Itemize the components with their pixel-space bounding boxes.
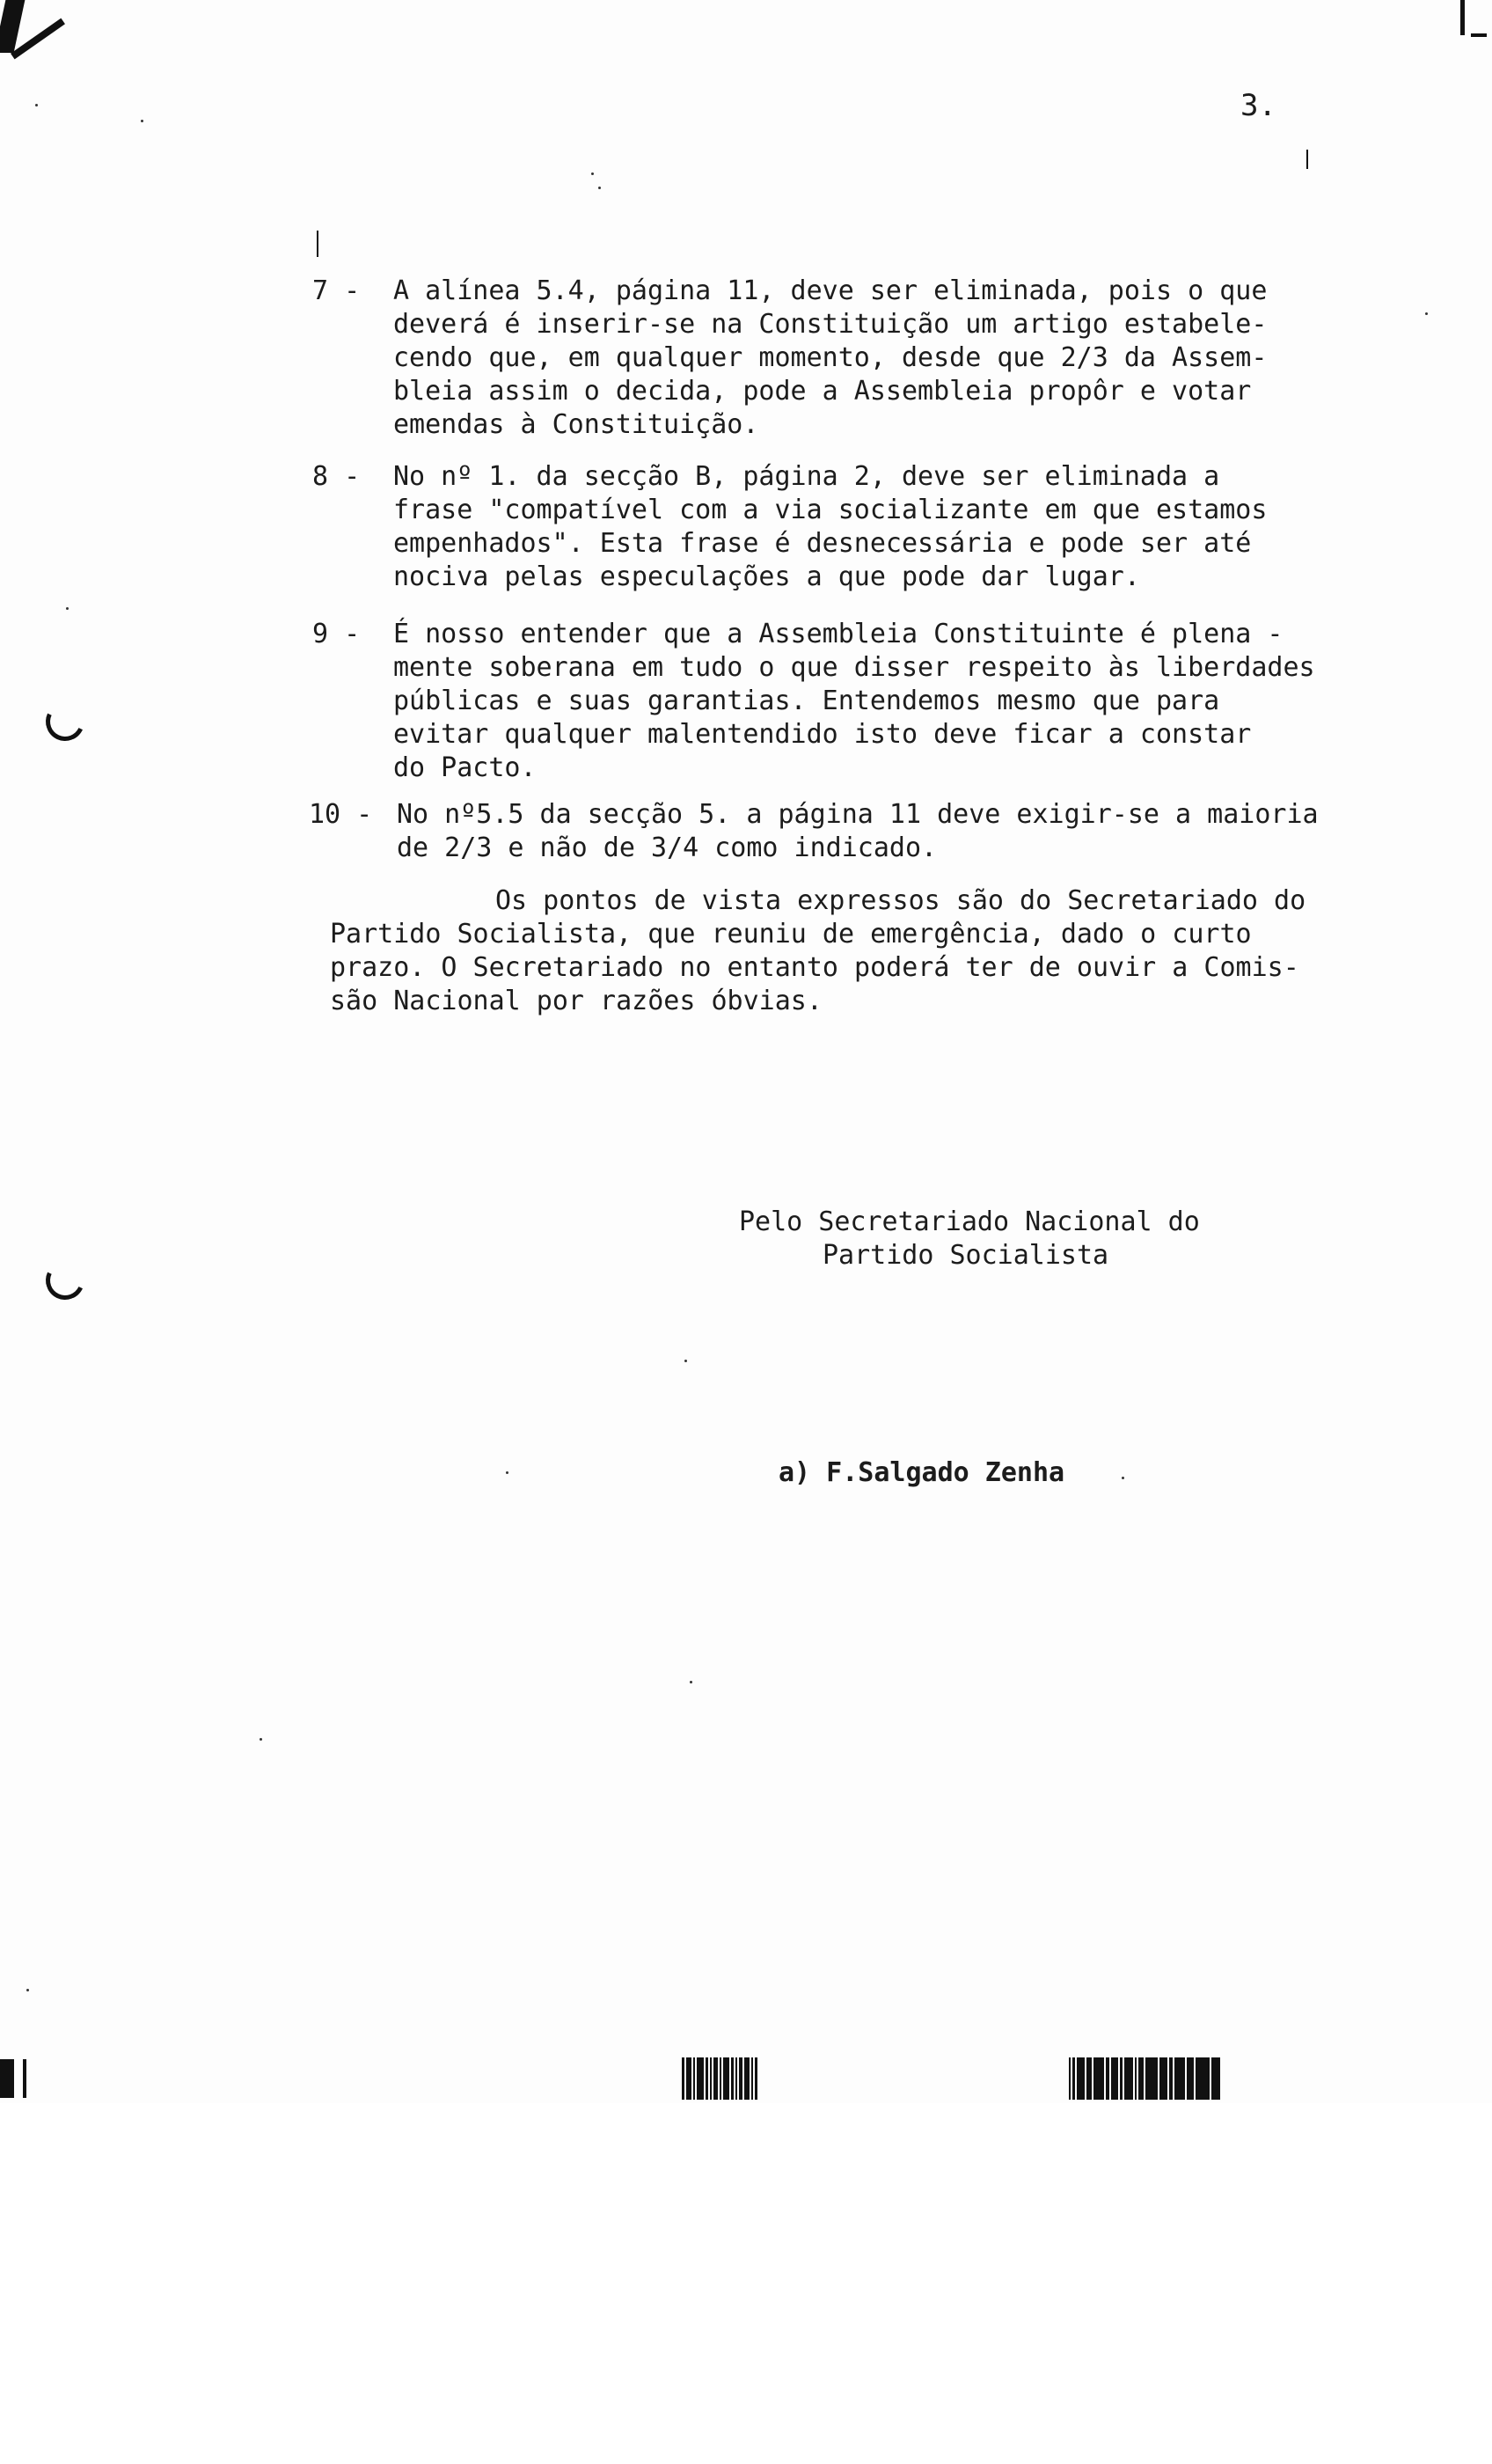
signoff-line: Partido Socialista — [823, 1240, 1109, 1271]
closing-paragraph — [330, 884, 1306, 1018]
scan-speck — [684, 1360, 687, 1362]
scan-edge-mark — [0, 2059, 14, 2098]
scan-barcode — [1069, 2057, 1222, 2100]
scan-speck — [26, 1989, 29, 1991]
item-line: A alínea 5.4, página 11, deve ser eliminada, pois o que — [393, 275, 1268, 306]
list-item — [312, 460, 1368, 594]
item-line: deverá é inserir-se na Constituição um artigo estabele- — [393, 309, 1268, 340]
list-item — [312, 618, 1368, 785]
scan-edge-mark — [1460, 0, 1465, 35]
item-line: de 2/3 e não de 3/4 como indicado. — [397, 832, 938, 863]
item-line: públicas e suas garantias. Entendemos mesmo que para — [393, 686, 1220, 716]
signoff-block — [739, 1206, 1200, 1272]
item-line: É nosso entender que a Assembleia Constituinte é plena - — [393, 619, 1284, 649]
item-line: frase "compatível com a via socializante em que estamos — [393, 495, 1268, 525]
punch-hole-mark — [40, 697, 90, 746]
scan-speck — [1122, 1477, 1124, 1479]
item-line: cendo que, em qualquer momento, desde que 2/3 da Assem- — [393, 342, 1268, 373]
page-number: 3. — [1240, 88, 1276, 123]
paragraph-line: prazo. O Secretariado no entanto poderá ter de ouvir a Comis- — [330, 952, 1299, 983]
item-number: 8 - — [312, 461, 361, 492]
scan-speck — [141, 120, 143, 122]
scan-speck — [260, 1738, 262, 1741]
item-line: do Pacto. — [393, 752, 537, 783]
punch-hole-mark — [40, 1256, 90, 1305]
list-item — [312, 275, 1368, 442]
item-line: evitar qualquer malentendido isto deve ficar a constar — [393, 719, 1252, 750]
item-number: 7 - — [312, 275, 361, 306]
item-line: emendas à Constituição. — [393, 409, 759, 440]
list-item — [309, 798, 1368, 865]
item-number: 9 - — [312, 619, 361, 649]
item-line: mente soberana em tudo o que disser respeito às liberdades — [393, 652, 1315, 683]
item-line: No nº5.5 da secção 5. a página 11 deve exigir-se a maioria — [397, 799, 1319, 830]
scan-speck — [1425, 312, 1428, 315]
scan-edge-mark — [1471, 33, 1487, 37]
signoff-line: Pelo Secretariado Nacional do — [739, 1206, 1200, 1237]
scan-speck — [66, 607, 69, 610]
item-line: nociva pelas especulações a que pode dar lugar. — [393, 561, 1140, 592]
item-line: empenhados". Esta frase é desnecessária e pode ser até — [393, 528, 1252, 559]
scan-edge-mark — [317, 231, 318, 257]
item-line: No nº 1. da secção B, página 2, deve ser eliminada a — [393, 461, 1220, 492]
scan-edge-mark — [1306, 150, 1308, 169]
signature: a) F.Salgado Zenha — [779, 1457, 1065, 1488]
scan-speck — [35, 104, 38, 106]
item-number: 10 - — [309, 799, 373, 830]
scan-barcode — [682, 2057, 759, 2100]
item-line: bleia assim o decida, pode a Assembleia propôr e votar — [393, 376, 1252, 407]
scan-speck — [591, 172, 594, 175]
scan-speck — [506, 1471, 508, 1474]
scan-speck — [598, 187, 601, 189]
paragraph-line: Os pontos de vista expressos são do Secretariado do — [495, 885, 1306, 916]
paragraph-line: são Nacional por razões óbvias. — [330, 986, 823, 1016]
scan-speck — [690, 1681, 692, 1683]
paragraph-line: Partido Socialista, que reuniu de emergência, dado o curto — [330, 919, 1252, 950]
scan-edge-mark — [23, 2059, 26, 2098]
